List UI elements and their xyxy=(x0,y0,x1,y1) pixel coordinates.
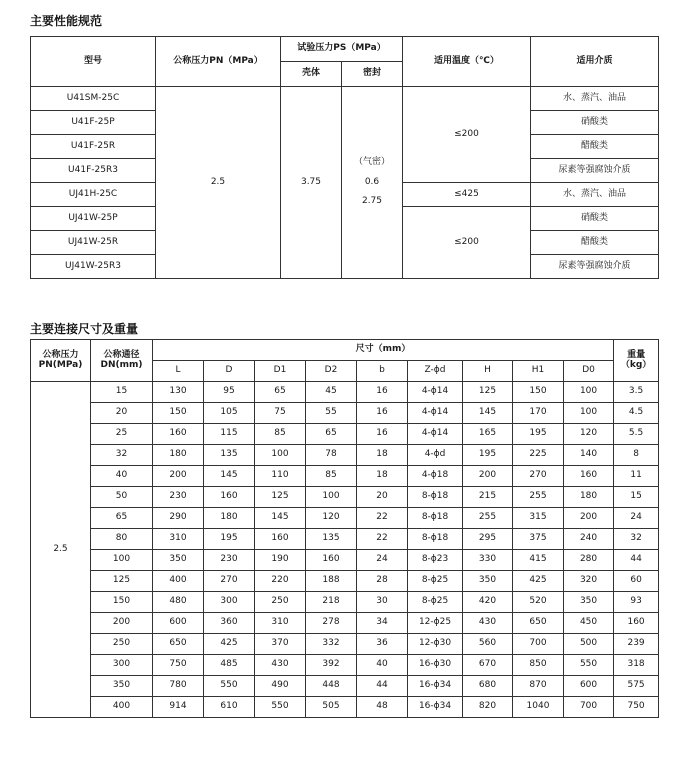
dn-cell: 400 xyxy=(91,697,153,718)
dn-cell: 200 xyxy=(91,613,153,634)
model-cell: UJ41W-25P xyxy=(31,207,156,231)
model-cell: U41F-25P xyxy=(31,111,156,135)
header-test-pressure: 试验压力PS（MPa） xyxy=(281,37,403,62)
dn-cell: 25 xyxy=(91,424,153,445)
dimension-cell: 820 xyxy=(463,697,513,718)
header-weight: 重量 （kg） xyxy=(614,340,659,382)
dimension-cell: 392 xyxy=(306,655,357,676)
dimension-cell: 36 xyxy=(357,634,408,655)
dimension-cell: 75 xyxy=(255,403,306,424)
dn-cell: 50 xyxy=(91,487,153,508)
dimension-cell: 8-ϕ18 xyxy=(408,508,463,529)
dimension-cell: 315 xyxy=(513,508,564,529)
dimension-cell: 65 xyxy=(255,382,306,403)
dimension-cell: 220 xyxy=(255,571,306,592)
dimension-cell: 18 xyxy=(357,445,408,466)
dimension-cell: 188 xyxy=(306,571,357,592)
medium-cell: 尿素等强腐蚀介质 xyxy=(531,159,659,183)
dimension-cell: 200 xyxy=(153,466,204,487)
dimension-cell: 195 xyxy=(463,445,513,466)
dimension-cell: 110 xyxy=(255,466,306,487)
header-dimensions: 尺寸（mm） xyxy=(153,340,614,361)
table-row xyxy=(31,466,659,487)
dimension-cell: 280 xyxy=(564,550,614,571)
dimension-cell: 550 xyxy=(204,676,255,697)
header-seal: 密封 xyxy=(342,62,403,87)
dimension-cell: 300 xyxy=(204,592,255,613)
weight-cell: 239 xyxy=(614,634,659,655)
dimension-cell: 135 xyxy=(306,529,357,550)
dimension-cell: 16-ϕ34 xyxy=(408,676,463,697)
dimension-cell: 255 xyxy=(513,487,564,508)
dimension-cell: 65 xyxy=(306,424,357,445)
dimension-cell: 160 xyxy=(306,550,357,571)
dimension-cell: 485 xyxy=(204,655,255,676)
dimension-cell: 914 xyxy=(153,697,204,718)
header-temp: 适用温度（℃） xyxy=(403,37,531,87)
dimension-cell: 310 xyxy=(255,613,306,634)
pn-value: 2.5 xyxy=(31,382,91,718)
dimension-cell: 650 xyxy=(153,634,204,655)
dimension-cell: 650 xyxy=(513,613,564,634)
dimension-cell: 255 xyxy=(463,508,513,529)
dimension-cell: 600 xyxy=(564,676,614,697)
table-row xyxy=(31,424,659,445)
temp-value: ≤200 xyxy=(403,87,531,183)
model-cell: UJ41W-25R xyxy=(31,231,156,255)
dn-cell: 150 xyxy=(91,592,153,613)
dimensions-title: 主要连接尺寸及重量 xyxy=(30,322,139,336)
dimension-cell: 20 xyxy=(357,487,408,508)
weight-cell: 15 xyxy=(614,487,659,508)
dimension-cell: 28 xyxy=(357,571,408,592)
dimension-cell: 500 xyxy=(564,634,614,655)
header-shell: 壳体 xyxy=(281,62,342,87)
seal-values xyxy=(342,87,403,279)
col-L: L xyxy=(153,361,204,382)
table-row xyxy=(31,592,659,613)
weight-cell: 318 xyxy=(614,655,659,676)
dimension-cell: 200 xyxy=(463,466,513,487)
dimension-cell: 600 xyxy=(153,613,204,634)
col-H: H xyxy=(463,361,513,382)
dimension-cell: 16-ϕ34 xyxy=(408,697,463,718)
dimension-cell: 230 xyxy=(153,487,204,508)
dimension-cell: 560 xyxy=(463,634,513,655)
dimension-cell: 4-ϕ18 xyxy=(408,466,463,487)
dimension-cell: 150 xyxy=(153,403,204,424)
header-pn: 公称压力 PN(MPa) xyxy=(31,340,91,382)
dimension-cell: 215 xyxy=(463,487,513,508)
header-medium: 适用介质 xyxy=(531,37,659,87)
dn-cell: 15 xyxy=(91,382,153,403)
table-row xyxy=(31,697,659,718)
dimensions-table xyxy=(30,339,659,718)
dimension-cell: 125 xyxy=(255,487,306,508)
dimension-cell: 195 xyxy=(204,529,255,550)
dimension-cell: 44 xyxy=(357,676,408,697)
dimension-cell: 16-ϕ30 xyxy=(408,655,463,676)
dimension-cell: 160 xyxy=(255,529,306,550)
dimension-cell: 16 xyxy=(357,382,408,403)
dimension-cell: 8-ϕ18 xyxy=(408,529,463,550)
dimension-cell: 34 xyxy=(357,613,408,634)
temp-value: ≤200 xyxy=(403,207,531,279)
header-dn: 公称通径 DN(mm) xyxy=(91,340,153,382)
dimension-cell: 270 xyxy=(513,466,564,487)
dimension-cell: 4-ϕ14 xyxy=(408,382,463,403)
dimension-cell: 480 xyxy=(153,592,204,613)
dimension-cell: 165 xyxy=(463,424,513,445)
dimension-cell: 230 xyxy=(204,550,255,571)
dimension-cell: 160 xyxy=(204,487,255,508)
dimension-cell: 18 xyxy=(357,466,408,487)
dimension-cell: 100 xyxy=(564,403,614,424)
weight-cell: 750 xyxy=(614,697,659,718)
seal-note: （气密） xyxy=(353,156,390,167)
dn-cell: 100 xyxy=(91,550,153,571)
model-cell: UJ41H-25C xyxy=(31,183,156,207)
dimension-cell: 360 xyxy=(204,613,255,634)
dimension-cell: 680 xyxy=(463,676,513,697)
medium-cell: 硝酸类 xyxy=(531,111,659,135)
weight-cell: 3.5 xyxy=(614,382,659,403)
model-cell: U41F-25R xyxy=(31,135,156,159)
dimension-cell: 100 xyxy=(306,487,357,508)
table-row xyxy=(31,403,659,424)
dimension-cell: 170 xyxy=(513,403,564,424)
performance-spec-table xyxy=(30,36,659,279)
dimension-cell: 120 xyxy=(306,508,357,529)
medium-cell: 醋酸类 xyxy=(531,231,659,255)
seal-value-gas: 0.6 xyxy=(364,176,380,187)
dimension-cell: 22 xyxy=(357,529,408,550)
dimension-cell: 350 xyxy=(564,592,614,613)
dimension-cell: 330 xyxy=(463,550,513,571)
dimension-cell: 125 xyxy=(463,382,513,403)
dimension-cell: 145 xyxy=(463,403,513,424)
table-row xyxy=(31,676,659,697)
dimension-cell: 425 xyxy=(204,634,255,655)
dimension-cell: 295 xyxy=(463,529,513,550)
col-H1: H1 xyxy=(513,361,564,382)
model-cell: U41F-25R3 xyxy=(31,159,156,183)
col-D0: D0 xyxy=(564,361,614,382)
dimension-cell: 430 xyxy=(255,655,306,676)
dimension-cell: 195 xyxy=(513,424,564,445)
dimension-cell: 420 xyxy=(463,592,513,613)
dimension-cell: 870 xyxy=(513,676,564,697)
dimension-cell: 448 xyxy=(306,676,357,697)
dimension-cell: 332 xyxy=(306,634,357,655)
dimension-cell: 490 xyxy=(255,676,306,697)
dimension-cell: 425 xyxy=(513,571,564,592)
dimension-cell: 850 xyxy=(513,655,564,676)
header-model: 型号 xyxy=(31,37,156,87)
dimension-cell: 350 xyxy=(463,571,513,592)
dimension-cell: 145 xyxy=(204,466,255,487)
dimension-cell: 12-ϕ30 xyxy=(408,634,463,655)
dimension-cell: 200 xyxy=(564,508,614,529)
dimension-cell: 700 xyxy=(513,634,564,655)
dimension-cell: 610 xyxy=(204,697,255,718)
medium-cell: 尿素等强腐蚀介质 xyxy=(531,255,659,279)
weight-cell: 24 xyxy=(614,508,659,529)
weight-cell: 8 xyxy=(614,445,659,466)
weight-cell: 11 xyxy=(614,466,659,487)
medium-cell: 硝酸类 xyxy=(531,207,659,231)
weight-cell: 5.5 xyxy=(614,424,659,445)
dimension-cell: 550 xyxy=(564,655,614,676)
medium-cell: 醋酸类 xyxy=(531,135,659,159)
table-row xyxy=(31,487,659,508)
dimension-cell: 225 xyxy=(513,445,564,466)
dimension-cell: 140 xyxy=(564,445,614,466)
dn-cell: 80 xyxy=(91,529,153,550)
dn-cell: 250 xyxy=(91,634,153,655)
dimension-cell: 30 xyxy=(357,592,408,613)
dimension-cell: 8-ϕ25 xyxy=(408,571,463,592)
dimension-cell: 78 xyxy=(306,445,357,466)
seal-value-liquid: 2.75 xyxy=(361,196,383,207)
dimension-cell: 370 xyxy=(255,634,306,655)
model-cell: U41SM-25C xyxy=(31,87,156,111)
dimension-cell: 250 xyxy=(255,592,306,613)
dimension-cell: 115 xyxy=(204,424,255,445)
dimension-cell: 218 xyxy=(306,592,357,613)
table-row xyxy=(31,571,659,592)
col-D1: D1 xyxy=(255,361,306,382)
dn-cell: 20 xyxy=(91,403,153,424)
dimension-cell: 375 xyxy=(513,529,564,550)
header-pn: 公称压力PN（MPa） xyxy=(156,37,281,87)
medium-cell: 水、蒸汽、油品 xyxy=(531,183,659,207)
dimension-cell: 85 xyxy=(306,466,357,487)
dimension-cell: 240 xyxy=(564,529,614,550)
dimension-cell: 160 xyxy=(564,466,614,487)
dimension-cell: 700 xyxy=(564,697,614,718)
model-cell: UJ41W-25R3 xyxy=(31,255,156,279)
table-row xyxy=(31,634,659,655)
dimension-cell: 48 xyxy=(357,697,408,718)
col-z-d: Z-ϕd xyxy=(408,361,463,382)
dimension-cell: 120 xyxy=(564,424,614,445)
dimension-cell: 450 xyxy=(564,613,614,634)
col-b: b xyxy=(357,361,408,382)
dimension-cell: 24 xyxy=(357,550,408,571)
dimension-cell: 4-ϕd xyxy=(408,445,463,466)
dimension-cell: 145 xyxy=(255,508,306,529)
col-D: D xyxy=(204,361,255,382)
dimension-cell: 670 xyxy=(463,655,513,676)
dimension-cell: 278 xyxy=(306,613,357,634)
dimension-cell: 750 xyxy=(153,655,204,676)
table-row xyxy=(31,445,659,466)
dimension-cell: 400 xyxy=(153,571,204,592)
dimension-cell: 180 xyxy=(204,508,255,529)
table-row xyxy=(31,382,659,403)
dimension-cell: 55 xyxy=(306,403,357,424)
dimension-cell: 95 xyxy=(204,382,255,403)
weight-cell: 60 xyxy=(614,571,659,592)
table-row xyxy=(31,550,659,571)
dn-cell: 40 xyxy=(91,466,153,487)
dimension-cell: 430 xyxy=(463,613,513,634)
dn-cell: 300 xyxy=(91,655,153,676)
dimension-cell: 85 xyxy=(255,424,306,445)
dimension-cell: 135 xyxy=(204,445,255,466)
dimension-cell: 100 xyxy=(564,382,614,403)
weight-cell: 4.5 xyxy=(614,403,659,424)
dimension-cell: 780 xyxy=(153,676,204,697)
dimension-cell: 505 xyxy=(306,697,357,718)
dn-cell: 125 xyxy=(91,571,153,592)
dimension-cell: 8-ϕ18 xyxy=(408,487,463,508)
dimension-cell: 4-ϕ14 xyxy=(408,403,463,424)
col-D2: D2 xyxy=(306,361,357,382)
dimension-cell: 520 xyxy=(513,592,564,613)
dimension-cell: 45 xyxy=(306,382,357,403)
dimension-cell: 105 xyxy=(204,403,255,424)
dimension-cell: 16 xyxy=(357,424,408,445)
weight-cell: 32 xyxy=(614,529,659,550)
performance-spec-title: 主要性能规范 xyxy=(30,14,103,28)
weight-cell: 160 xyxy=(614,613,659,634)
dimension-cell: 350 xyxy=(153,550,204,571)
table-row xyxy=(31,613,659,634)
dn-cell: 32 xyxy=(91,445,153,466)
dimension-cell: 22 xyxy=(357,508,408,529)
dimension-cell: 310 xyxy=(153,529,204,550)
dimension-cell: 130 xyxy=(153,382,204,403)
dimension-cell: 16 xyxy=(357,403,408,424)
pn-value: 2.5 xyxy=(156,87,281,279)
shell-value: 3.75 xyxy=(281,87,342,279)
dimensions-body xyxy=(31,382,659,718)
dimension-cell: 290 xyxy=(153,508,204,529)
medium-cell: 水、蒸汽、油品 xyxy=(531,87,659,111)
dimension-cell: 180 xyxy=(153,445,204,466)
table-row xyxy=(31,529,659,550)
dimension-cell: 180 xyxy=(564,487,614,508)
table-row xyxy=(31,655,659,676)
weight-cell: 93 xyxy=(614,592,659,613)
dimension-cell: 12-ϕ25 xyxy=(408,613,463,634)
dimension-cell: 4-ϕ14 xyxy=(408,424,463,445)
dimension-cell: 550 xyxy=(255,697,306,718)
dimension-cell: 320 xyxy=(564,571,614,592)
dn-cell: 65 xyxy=(91,508,153,529)
dimension-cell: 8-ϕ25 xyxy=(408,592,463,613)
temp-value: ≤425 xyxy=(403,183,531,207)
dimension-cell: 270 xyxy=(204,571,255,592)
dimension-cell: 40 xyxy=(357,655,408,676)
weight-cell: 575 xyxy=(614,676,659,697)
weight-cell: 44 xyxy=(614,550,659,571)
dimension-cell: 160 xyxy=(153,424,204,445)
dimension-cell: 8-ϕ23 xyxy=(408,550,463,571)
dimension-cell: 100 xyxy=(255,445,306,466)
dimension-cell: 415 xyxy=(513,550,564,571)
dimension-cell: 1040 xyxy=(513,697,564,718)
table-row xyxy=(31,508,659,529)
dimension-cell: 150 xyxy=(513,382,564,403)
dn-cell: 350 xyxy=(91,676,153,697)
dimension-cell: 190 xyxy=(255,550,306,571)
